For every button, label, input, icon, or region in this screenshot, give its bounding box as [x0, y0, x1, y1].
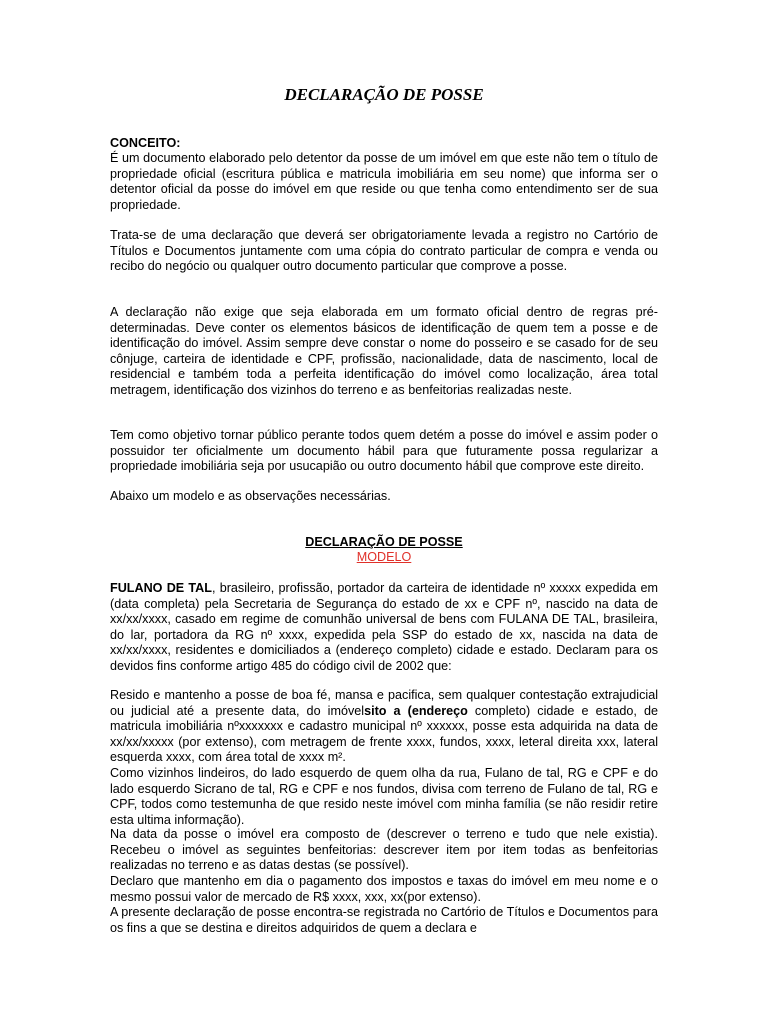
model-paragraph-1	[110, 581, 658, 674]
paragraph-1: É um documento elaborado pelo detentor da posse de um imóvel em que este não tem o título de propriedade oficial (escritura pública e matricula imobiliária em seu nome) que informa ser o detentor oficial da posse do imóvel em que reside ou que tenha como entendimento ser de sua propriedade.	[110, 151, 658, 212]
page-title: DECLARAÇÃO DE POSSE	[284, 85, 484, 104]
declarant-name: FULANO DE TAL	[110, 581, 212, 595]
model-body-2-bold: sito a (endereço	[364, 703, 468, 718]
model-paragraph-3: Como vizinhos lindeiros, do lado esquerdo de quem olha da rua, Fulano de tal, RG e CPF e do lado esquerdo Sicrano de tal, RG e CPF e nos fundos, divisa com terreno de Fulano de tal, RG e CPF, todos como testemunha de que resido neste imóvel com minha família (se não residir retire esta ultima informação).	[110, 766, 658, 827]
model-paragraph-6: A presente declaração de posse encontra-se registrada no Cartório de Títulos e Documentos para os fins a que se destina e direitos adquiridos de quem a declara e	[110, 905, 658, 935]
model-title: DECLARAÇÃO DE POSSE	[305, 535, 463, 549]
paragraph-2: Trata-se de uma declaração que deverá ser obrigatoriamente levada a registro no Cartório de Títulos e Documentos juntamente com uma cópia do contrato particular de compra e venda ou recibo do negócio ou qualquer outro documento particular que comprove a posse.	[110, 228, 658, 273]
conceito-label: CONCEITO:	[110, 136, 181, 150]
model-body-2a: Resido e mantenho a posse de boa fé, mansa e pacifica, sem qualquer contestação extrajudicial ou judicial até a presente data, do imóvel	[110, 688, 658, 718]
model-subtitle: MODELO	[356, 550, 412, 564]
paragraph-4: Tem como objetivo tornar público perante todos quem detém a posse do imóvel e assim poder o possuidor ter oficialmente um documento hábil para que futuramente possa regularizar a propriedade imobiliária seja por usucapião ou outro documento hábil que comprove este direito.	[110, 428, 658, 473]
model-paragraph-4: Na data da posse o imóvel era composto de (descrever o terreno e tudo que nele existia). Recebeu o imóvel as seguintes benfeitorias: descrever item por item todas as benfeitorias realizadas no terreno e as datas destas (se possível).	[110, 827, 658, 872]
model-body-1: , brasileiro, profissão, portador da carteira de identidade nº xxxxx expedida em (data completa) pela Secretaria de Segurança do estado de xx e CPF nº, nascido na data de xx/xx/xxxx, casado em regime de comunhão universal de bens com FULANA DE TAL, brasileira, do lar, portadora da RG nº xxxx, expedida pela SSP do estado de xx, nascida na data de xx/xx/xxxx, residentes e domiciliados a (endereço completo) cidade e estado. Declaram para os devidos fins conforme artigo 485 do código civil de 2002 que:	[110, 581, 658, 673]
paragraph-3: A declaração não exige que seja elaborada em um formato oficial dentro de regras pré-determinadas. Deve conter os elementos básicos de identificação de quem tem a posse e de identificação do imóvel. Assim sempre deve constar o nome do posseiro e se casado for de seu cônjuge, carteira de identidade e CPF, profissão, nacionalidade, data de nascimento, local de residencial e também toda a perfeita identificação do imóvel como localização, área total metragem, identificação dos vizinhos do terreno e as benfeitorias realizadas neste.	[110, 305, 658, 397]
paragraph-4b: Abaixo um modelo e as observações necessárias.	[110, 489, 391, 503]
model-body-2b: completo) cidade e estado, de matricula imobiliária nºxxxxxxx e cadastro municipal nº xxxxxx, posse esta adquirida na data de xx/xx/xxxxx (por extenso), com metragem de frente xxxx, fundos, xxxx, leteral direita xxx, lateral esquerda xxxx, com área total de xxxx m².	[110, 703, 658, 764]
model-paragraph-2	[110, 688, 658, 766]
model-paragraph-5: Declaro que mantenho em dia o pagamento dos impostos e taxas do imóvel em meu nome e o mesmo possui valor de mercado de R$ xxxx, xxx, xx(por extenso).	[110, 874, 658, 904]
